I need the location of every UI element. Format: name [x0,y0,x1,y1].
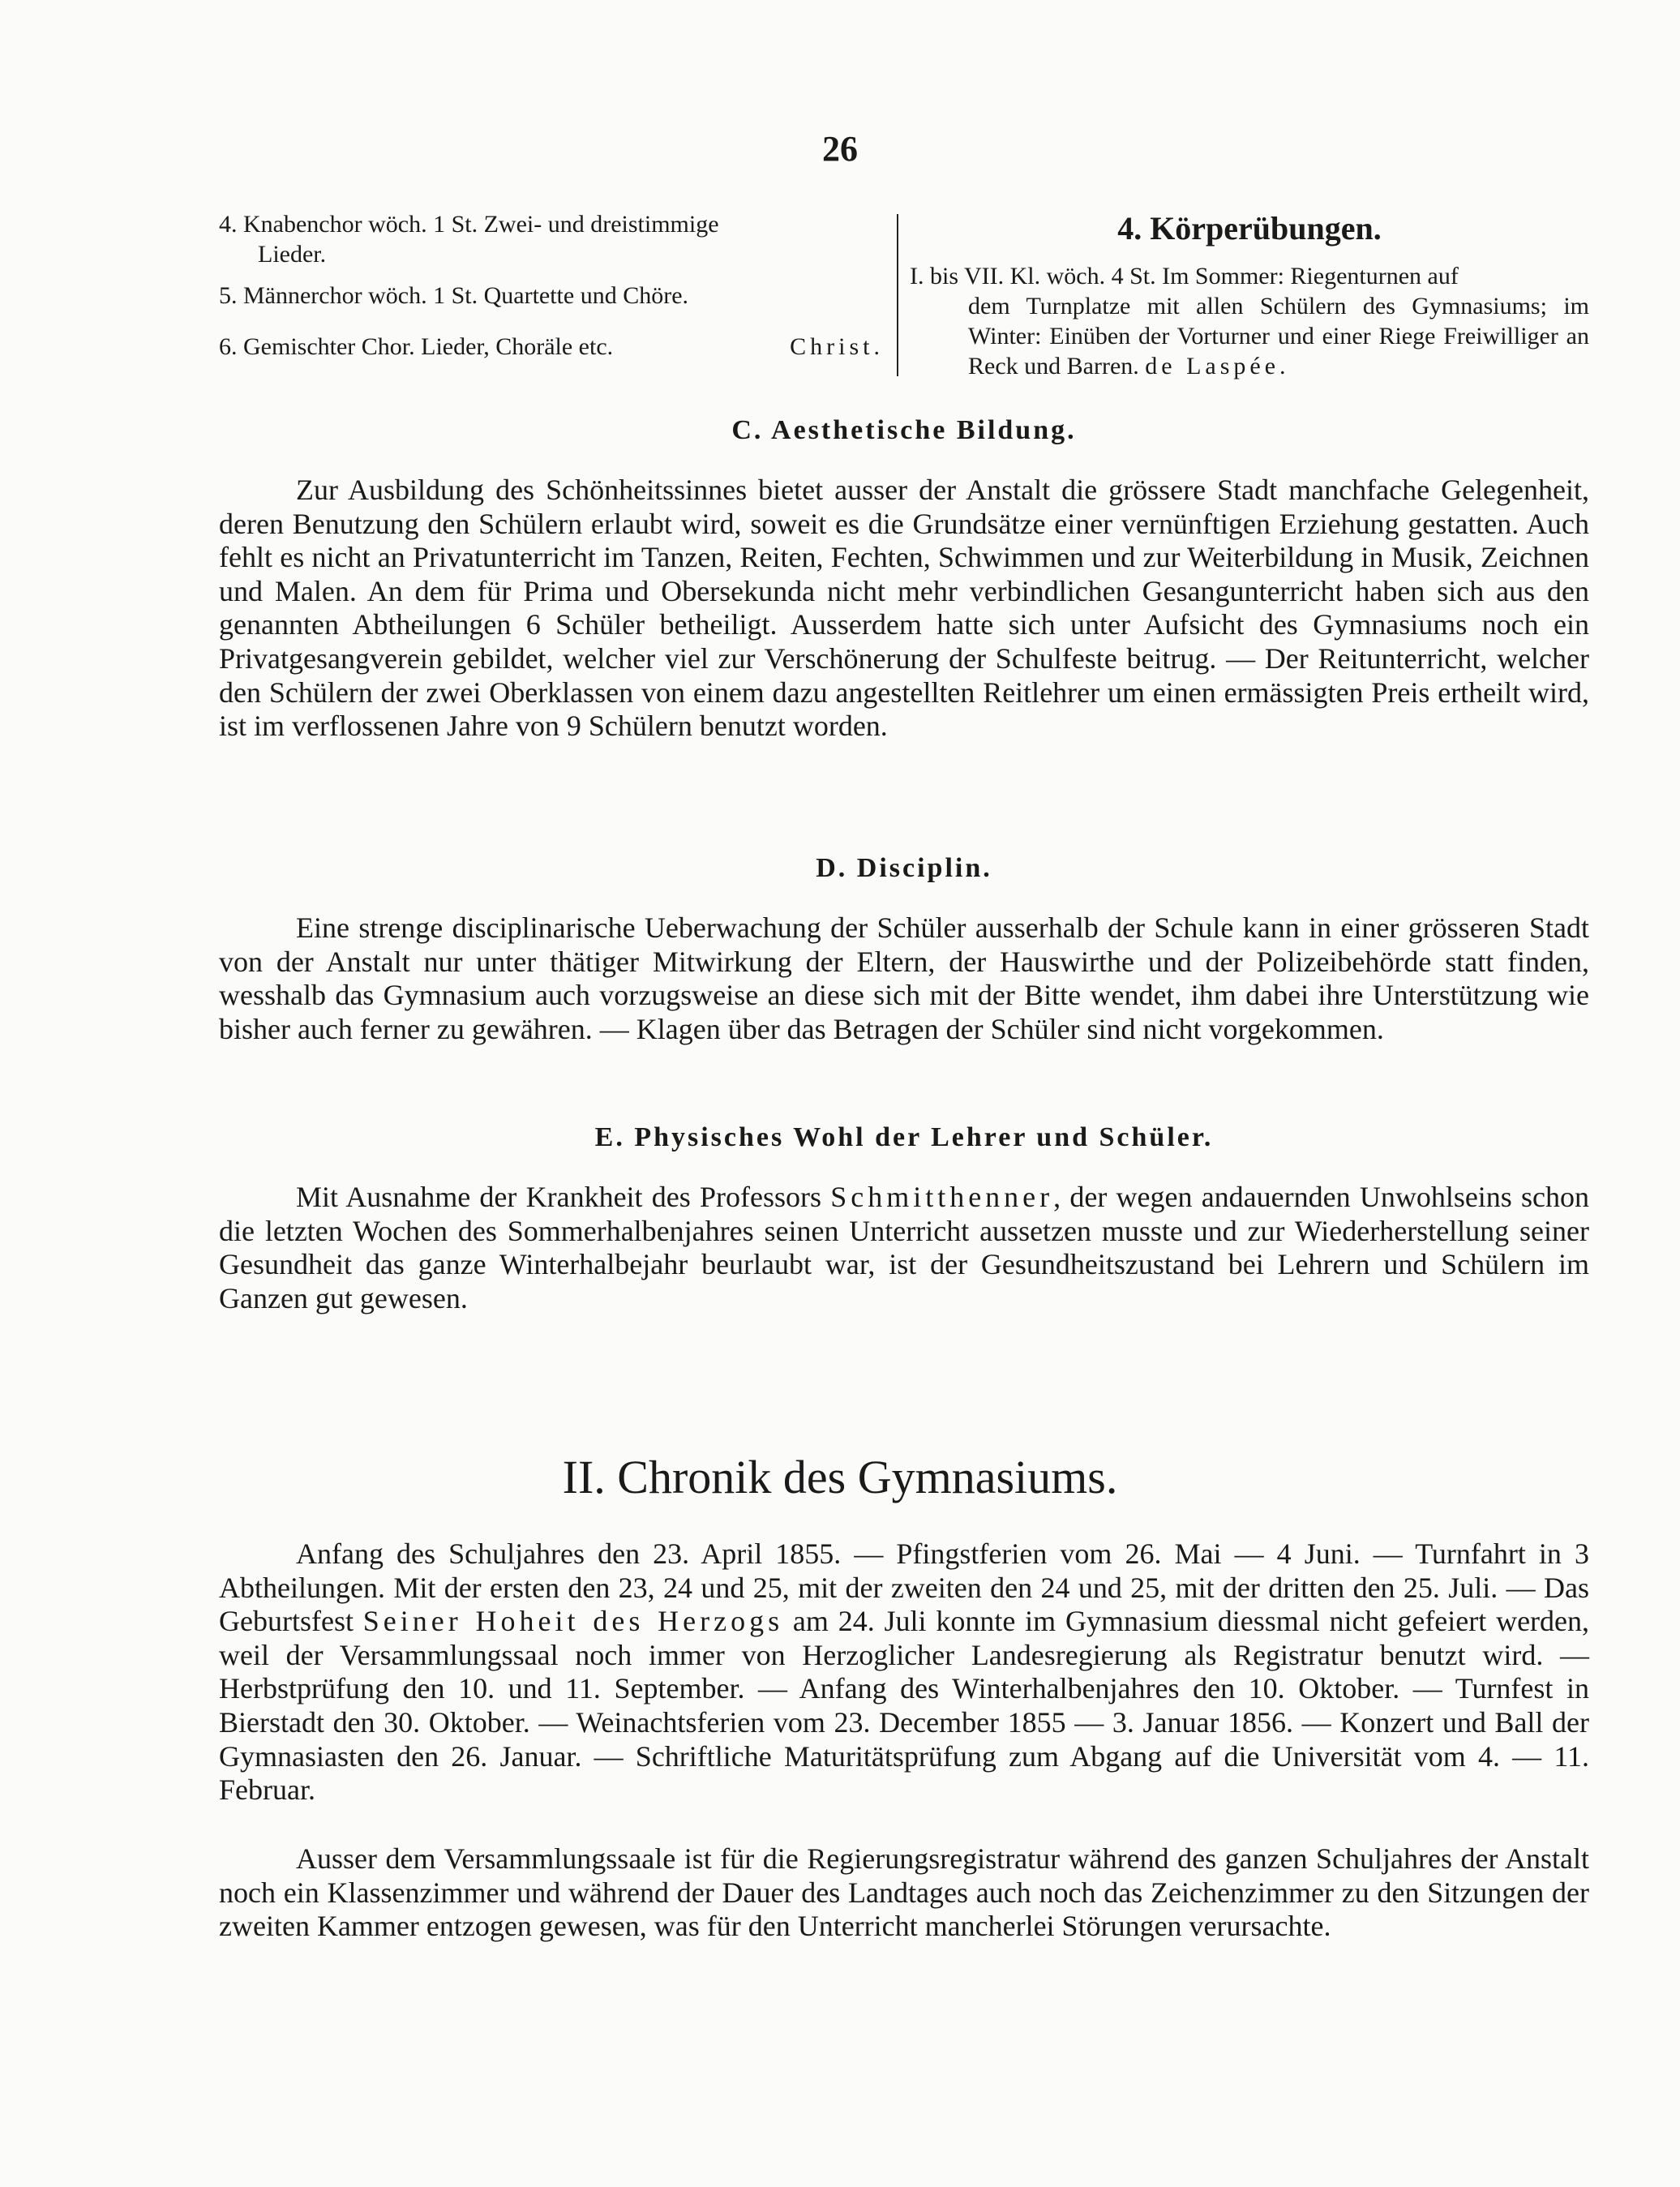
chapter-title: II. Chronik des Gymnasiums. [562,1451,1118,1503]
signature-de-laspee: de Laspée. [1145,353,1290,380]
paragraph-text: Eine strenge disciplinarische Ueberwachung der Schüler ausserhalb der Schule kann in einer grösseren Stadt von der Anstalt nur unter thätiger Mitwirkung der Eltern, der Hauswirthe und der Polizeibehörde statt finden, wesshalb das Gymnasium auch vorzugsweise an diese sich mit der Bitte wendet, ihm dabei ihre Unterstützung wie bisher auch ferner zu gewähren. — Klagen über das Betragen der Schüler sind nicht vorgekommen. [219,911,1589,1045]
paragraph-text: am 24. Juli konnte im Gymnasium diessmal nicht gefeiert werden, weil der Versammlungssaal noch immer von Herzoglicher Landesregierung als Registratur benutzt wird. — Herbstprüfung den 10. und 11. September. — Anfang des Winterhalbenjahres den 10. Oktober. — Turnfest in Bierstadt den 30. Oktober. — Weinachtsferien vom 23. December 1855 — 3. Januar 1856. — Konzert und Ball der Gymnasiasten den 26. Januar. — Schriftliche Maturitätsprüfung zum Abgang auf die Universität vom 4. — 11. Februar. [219,1605,1590,1807]
subsection-paragraph [910,261,1589,381]
paragraph-text: Zur Ausbildung des Schönheitssinnes bietet ausser der Anstalt die grössere Stadt manchfache Gelegenheit, deren Benutzung den Schülern erlaubt wird, soweit es die Grundsätze einer vernünftigen Erziehung gestatten. Auch fehlt es nicht an Privatunterricht im Tanzen, Reiten, Fechten, Schwimmen und zur Weiterbildung in Musik, Zeichnen und Malen. An dem für Prima und Obersekunda nicht mehr verbindlichen Gesangunterricht haben sich aus den genannten Abtheilungen 6 Schüler betheiligt. Ausserdem hatte sich unter Aufsicht des Gymnasiums noch ein Privatgesangverein gebildet, welcher viel zur Verschönerung der Schulfeste beitrug. — Der Reitunterricht, welcher den Schülern der zwei Oberklassen von einem dazu angestellten Reitlehrer um einen ermässigten Preis ertheilt wird, ist im verflossenen Jahre von 9 Schülern benutzt worden. [219,474,1589,743]
paragraph-text: Ausser dem Versammlungssaale ist für die Regierungsregistratur während des ganzen Schuljahres der Anstalt noch ein Klassenzimmer und während der Dauer des Landtages auch noch das Zeichenzimmer zu den Sitzungen der zweiten Kammer entzogen gewesen, was für den Unterricht mancherlei Störungen verursachte. [219,1842,1589,1943]
list-item-text: 5. Männerchor wöch. 1 St. Quartette und Chöre. [219,282,689,309]
list-item-text: 4. Knabenchor wöch. 1 St. Zwei- und dreistimmige [219,211,719,238]
paragraph-text: Mit Ausnahme der Krankheit des Professors [296,1181,821,1213]
section-paragraph-physical-welfare [219,1181,1589,1315]
right-column-physical-exercise [910,209,1589,381]
list-item [219,332,884,362]
signature-christ: Christ. [790,333,884,360]
section-heading-physical-welfare: E. Physisches Wohl der Lehrer und Schüler. [594,1122,1214,1152]
page-number: 26 [822,129,858,169]
list-item-text: 6. Gemischter Chor. Lieder, Choräle etc. [219,333,614,360]
chronicle-paragraph-2 [219,1842,1589,1944]
column-divider [897,214,898,376]
section-heading-discipline: D. Disciplin. [816,853,992,883]
subsection-heading: 4. Körperübungen. [1117,210,1382,247]
name-schmitthenner: Schmitthenner [830,1181,1054,1213]
list-item-continuation: Lieder. [258,241,327,268]
section-paragraph-aesthetics [219,474,1589,744]
paragraph-text: Anfang des Schuljahres den 23. April 1855. — Pfingstferien vom 26. Mai — 4 Juni. — Turnfahrt in 3 Abtheilungen. Mit der ersten den 23, 24 und 25, mit der zweiten den 24 und 25, mit der dritten den 25. Juli. — Das Geburtsfest [219,1537,1589,1638]
section-paragraph-discipline [219,911,1589,1046]
section-heading-aesthetics: C. Aesthetische Bildung. [731,415,1077,445]
paragraph-text: , der wegen andauernden Unwohlseins schon die letzten Wochen des Sommerhalbenjahres seinen Unterricht aussetzen musste und zur Wiederherstellung seiner Gesundheit das ganze Winterhalbejahr beurlaubt war, ist der Gesundheitszustand bei Lehrern und Schülern im Ganzen gut gewesen. [219,1181,1590,1314]
paragraph-first-line: I. bis VII. Kl. wöch. 4 St. Im Sommer: Riegenturnen auf [910,263,1459,289]
list-item [219,209,884,269]
two-column-block [219,209,1589,380]
paragraph-continuation [910,291,1589,381]
spaced-title-duke: Seiner Hoheit des Herzogs [362,1605,784,1638]
paragraph-continuation-text: dem Turnplatze mit allen Schülern des Gymnasiums; im Winter: Einüben der Vorturner und einer Riege Freiwilliger an Reck und Barren. [968,293,1589,380]
left-column-singing-list [219,209,884,371]
chronicle-paragraph-1 [219,1537,1589,1807]
list-item [219,281,884,311]
